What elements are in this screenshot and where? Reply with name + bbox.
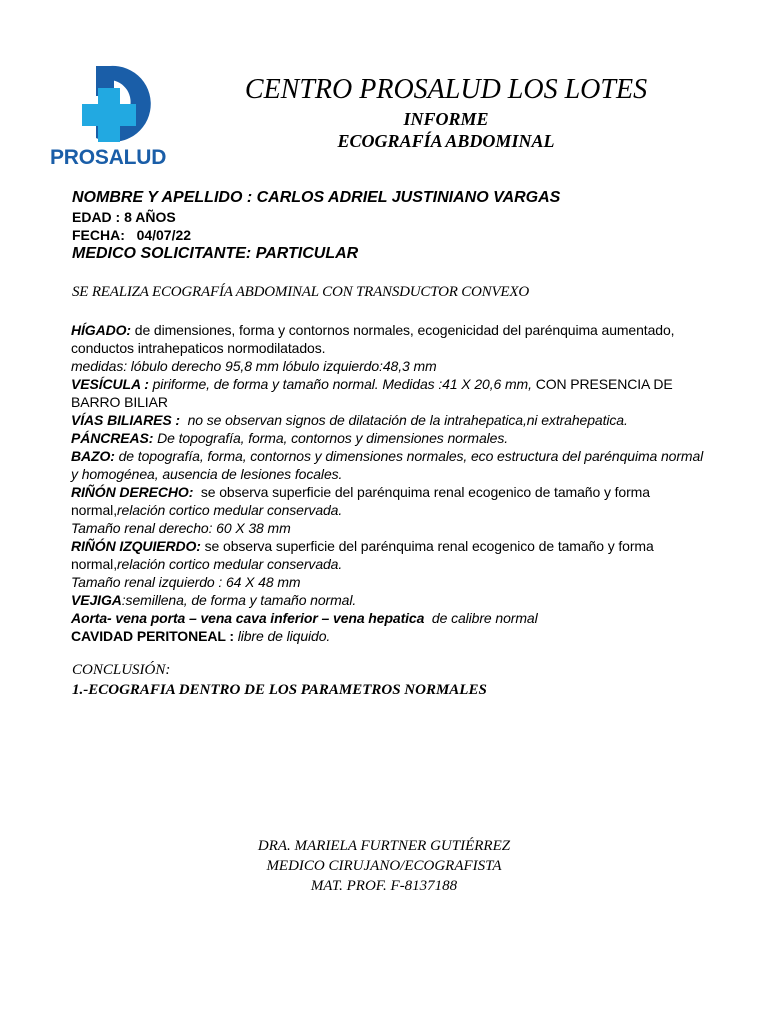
doctor-role: MEDICO CIRUJANO/ECOGRAFISTA [266, 858, 502, 874]
finding-pancreas-text: De topografía, forma, contornos y dimensiones normales. [157, 430, 509, 446]
report-title: INFORME [403, 109, 489, 129]
requesting-doctor-label: MEDICO SOLICITANTE: [72, 245, 252, 262]
finding-bile-ducts-label: VÍAS BILIARES : [71, 412, 180, 428]
finding-liver [71, 321, 711, 357]
patient-age-label: EDAD : [72, 209, 121, 225]
report-header [160, 72, 732, 152]
finding-vessels-text: de calibre normal [431, 610, 538, 626]
finding-bile-ducts-text: no se observan signos de dilatación de la intrahepatica,ni extrahepatica. [187, 412, 628, 428]
finding-gallbladder-text2: CON PRESENCIA DE BARRO BILIAR [71, 376, 673, 410]
patient-name-value: : CARLOS ADRIEL JUSTINIANO VARGAS [246, 189, 561, 206]
exam-date-label: FECHA: [72, 227, 125, 243]
patient-info [72, 188, 712, 264]
exam-intro: SE REALIZA ECOGRAFÍA ABDOMINAL CON TRANSDUCTOR CONVEXO [72, 284, 529, 300]
patient-name-row [72, 188, 712, 208]
patient-age-value: 8 AÑOS [124, 209, 176, 225]
finding-gallbladder [71, 375, 711, 411]
finding-left-kidney-text2: relación cortico medular conservada. [116, 556, 343, 572]
finding-bile-ducts [71, 411, 711, 429]
finding-spleen [71, 447, 711, 483]
patient-name-label: NOMBRE Y APELLIDO [72, 189, 243, 206]
finding-pancreas-label: PÁNCREAS: [71, 430, 154, 446]
finding-left-kidney [71, 537, 711, 573]
finding-peritoneal-cavity [71, 627, 711, 645]
logo-wordmark: PROSALUD [50, 146, 167, 169]
finding-liver-label: HÍGADO: [71, 322, 131, 338]
conclusion-title: CONCLUSIÓN: [72, 662, 171, 678]
finding-bladder-label: VEJIGA [71, 592, 122, 608]
exam-date-value: 04/07/22 [136, 227, 192, 243]
finding-left-kidney-label: RIÑÓN IZQUIERDO: [71, 538, 201, 554]
finding-peritoneal-cavity-text: libre de liquido. [237, 628, 331, 644]
report-subtitle: ECOGRAFÍA ABDOMINAL [337, 131, 555, 151]
finding-spleen-text: de topografía, forma, contornos y dimensiones normales, eco estructura del parénquima normal y homogénea, ausencia de lesiones focales. [71, 448, 704, 482]
finding-liver-measures: medidas: lóbulo derecho 95,8 mm lóbulo izquierdo:48,3 mm [71, 358, 437, 374]
finding-right-kidney-label: RIÑÓN DERECHO: [71, 484, 194, 500]
exam-date-row [72, 226, 712, 244]
doctor-name: DRA. MARIELA FURTNER GUTIÉRREZ [257, 838, 511, 854]
finding-gallbladder-text: piriforme, de forma y tamaño normal. Medidas :41 X 20,6 mm, [152, 376, 532, 392]
finding-liver-text: de dimensiones, forma y contornos normales, ecogenicidad del parénquima aumentado, conductos intrahepaticos normodilatados. [71, 322, 675, 356]
finding-pancreas [71, 429, 711, 447]
finding-vessels-label: Aorta- vena porta – vena cava inferior – vena hepatica [71, 610, 425, 626]
finding-spleen-label: BAZO: [71, 448, 115, 464]
patient-age-row [72, 208, 712, 226]
doctor-license: MAT. PROF. F-8137188 [310, 878, 458, 894]
finding-left-kidney-text: se observa superficie del parénquima renal ecogenico de tamaño y forma normal, [71, 538, 654, 572]
requesting-doctor-row [72, 244, 712, 264]
finding-right-kidney-text: se observa superficie del parénquima renal ecogenico de tamaño y forma normal, [71, 484, 650, 518]
conclusion-body: 1.-ECOGRAFIA DENTRO DE LOS PARAMETROS NORMALES [72, 682, 487, 698]
finding-right-kidney [71, 483, 711, 519]
finding-bladder [71, 591, 711, 609]
finding-left-kidney-size: Tamaño renal izquierdo : 64 X 48 mm [71, 574, 301, 590]
requesting-doctor-value: PARTICULAR [255, 245, 359, 262]
finding-gallbladder-label: VESÍCULA : [71, 376, 149, 392]
finding-bladder-text: :semillena, de forma y tamaño normal. [121, 592, 357, 608]
signature-block [184, 836, 584, 896]
finding-vessels [71, 609, 711, 627]
findings [71, 321, 711, 645]
finding-right-kidney-size: Tamaño renal derecho: 60 X 38 mm [71, 520, 291, 536]
conclusion [72, 660, 487, 700]
finding-peritoneal-cavity-label: CAVIDAD PERITONEAL : [71, 628, 234, 644]
center-name: CENTRO PROSALUD LOS LOTES [244, 74, 648, 105]
finding-right-kidney-text2: relación cortico medular conservada. [116, 502, 343, 518]
